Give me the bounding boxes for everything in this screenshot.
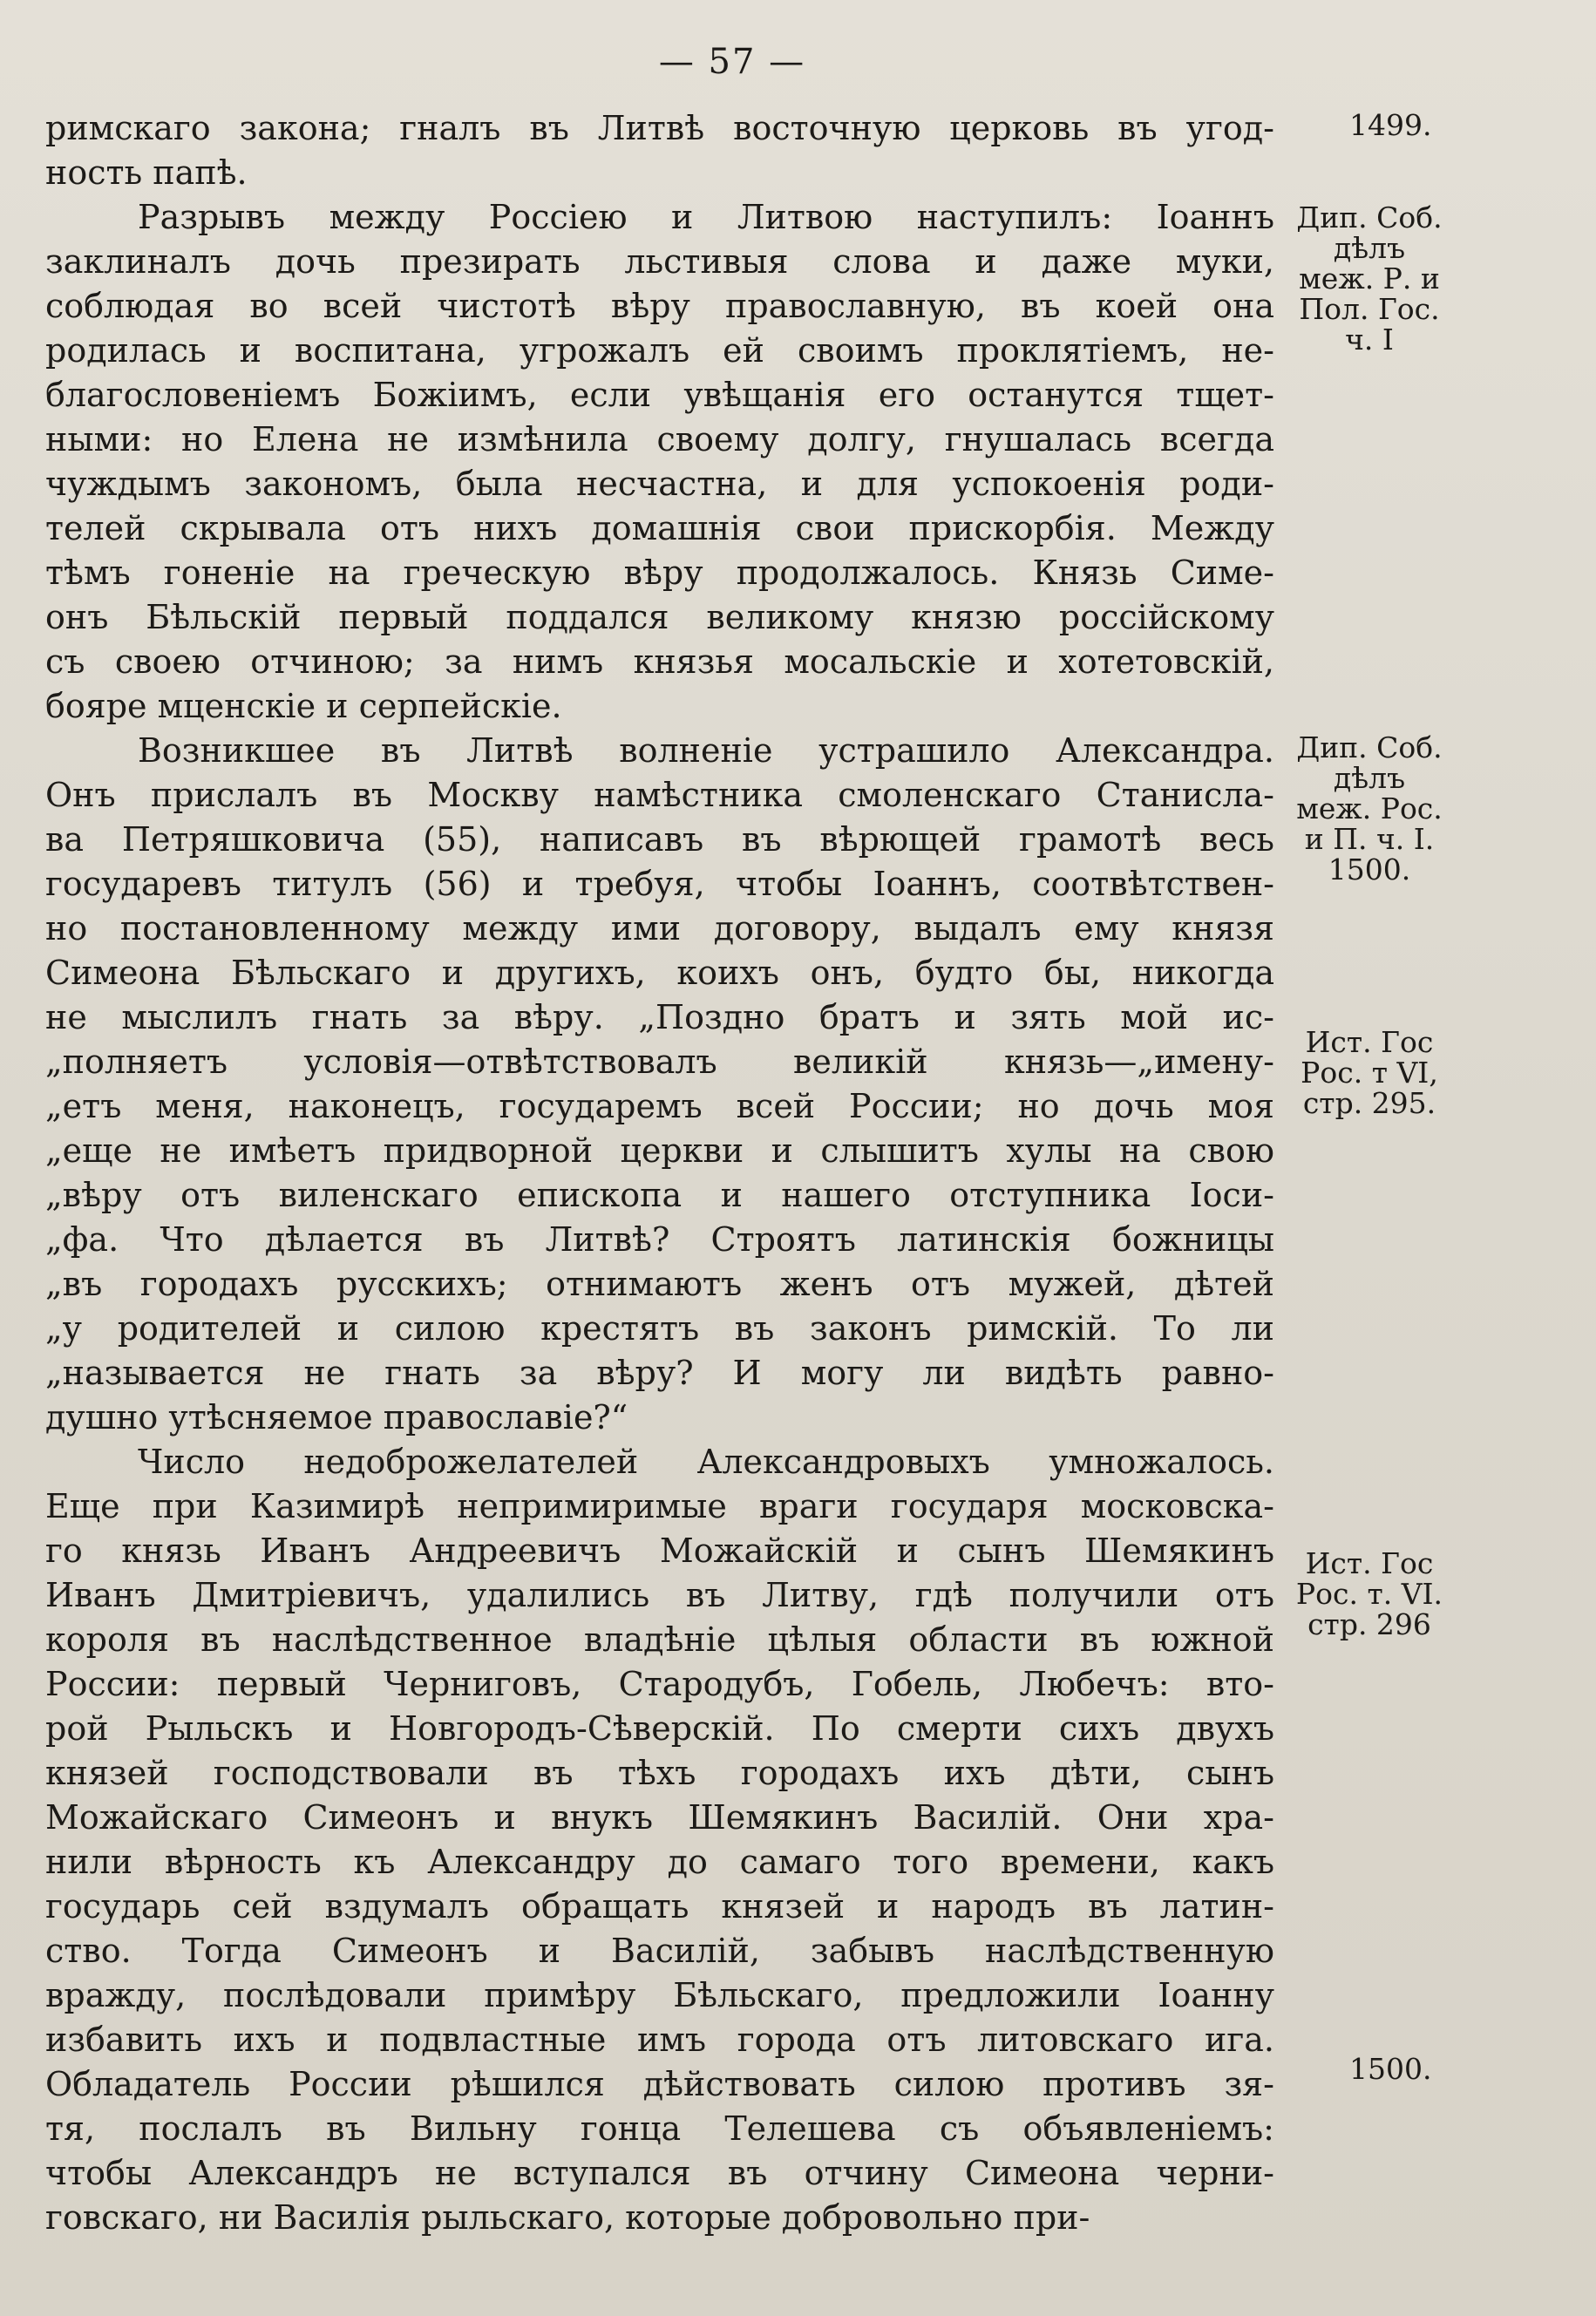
- margin-note-line: стр. 295.: [1302, 1086, 1436, 1120]
- main-text-column: [45, 106, 1274, 2240]
- text-line: телей скрывала отъ нихъ домашнія свои прискорбія. Между: [45, 509, 1274, 547]
- text-line: чтобы Александръ не вступался въ отчину Симеона черни-: [45, 2154, 1274, 2192]
- text-line: России: первый Черниговъ, Стародубъ, Гобель, Любечъ: вто-: [45, 1665, 1274, 1703]
- text-line: заклиналъ дочь презирать льстивыя слова и даже муки,: [45, 242, 1274, 281]
- text-line: „полняетъ условія—отвѣтствовалъ великій князь—„имену-: [45, 1043, 1274, 1081]
- text-line: вражду, послѣдовали примѣру Бѣльскаго, предложили Іоанну: [45, 1976, 1274, 2014]
- text-line: государь сей вздумалъ обращать князей и народъ въ латин-: [45, 1887, 1274, 1925]
- margin-note-line: дѣлъ: [1333, 231, 1406, 265]
- margin-note-line: ч. I: [1345, 323, 1394, 357]
- text-line: избавить ихъ и подвластные имъ города отъ литовскаго ига.: [45, 2021, 1274, 2059]
- text-line: „называется не гнать за вѣру? И могу ли видѣть равно-: [45, 1354, 1274, 1392]
- text-line: Иванъ Дмитріевичъ, удалились въ Литву, гдѣ получили отъ: [45, 1576, 1274, 1614]
- text-line: Можайскаго Симеонъ и внукъ Шемякинъ Василій. Они хра-: [45, 1798, 1274, 1837]
- margin-note-line: стр. 296: [1307, 1607, 1431, 1641]
- margin-note-line: дѣлъ: [1333, 761, 1406, 795]
- text-line: римскаго закона; гналъ въ Литвѣ восточную церковь въ угод-: [45, 109, 1274, 147]
- margin-note-line: Дип. Соб.: [1296, 730, 1443, 764]
- text-line: „етъ меня, наконецъ, государемъ всей России; но дочь моя: [45, 1087, 1274, 1125]
- text-line: Обладатель России рѣшился дѣйствовать силою противъ зя-: [45, 2065, 1274, 2103]
- margin-year-1500: 1500.: [1349, 2052, 1432, 2086]
- margin-note-line: Пол. Гос.: [1299, 292, 1440, 326]
- text-line: Симеона Бѣльскаго и другихъ, коихъ онъ, будто бы, никогда: [45, 954, 1274, 992]
- text-line: родилась и воспитана, угрожалъ ей своимъ проклятіемъ, не-: [45, 331, 1274, 370]
- text-line: ство. Тогда Симеонъ и Василій, забывъ наслѣдственную: [45, 1932, 1274, 1970]
- margin-year-1499: 1499.: [1349, 108, 1432, 142]
- text-line: „въ городахъ русскихъ; отнимаютъ женъ отъ мужей, дѣтей: [45, 1265, 1274, 1303]
- text-line: говскаго, ни Василія рыльскаго, которые добровольно при-: [45, 2198, 1090, 2237]
- text-line: но постановленному между ими договору, выдалъ ему князя: [45, 909, 1274, 947]
- margin-note-dip-sob-1: [1278, 202, 1461, 355]
- margin-note-line: Рос. т VI,: [1301, 1056, 1438, 1090]
- text-line: „вѣру отъ виленскаго епископа и нашего отступника Іоси-: [45, 1176, 1274, 1214]
- text-line: чуждымъ закономъ, была несчастна, и для успокоенія роди-: [45, 465, 1274, 503]
- text-line: душно утѣсняемое православіе?“: [45, 1398, 628, 1436]
- text-line: нили вѣрность къ Александру до самаго того времени, какъ: [45, 1843, 1274, 1881]
- margin-note-line: и П. ч. I.: [1304, 822, 1435, 856]
- text-line: не мыслилъ гнать за вѣру. „Поздно братъ и зять мой ис-: [45, 998, 1274, 1036]
- text-line: го князь Иванъ Андреевичъ Можайскій и сынъ Шемякинъ: [45, 1532, 1274, 1570]
- text-line: Разрывъ между Россіею и Литвою наступилъ: Іоаннъ: [138, 198, 1274, 236]
- margin-note-line: Ист. Гос: [1305, 1546, 1434, 1580]
- text-line: Возникшее въ Литвѣ волненіе устрашило Александра.: [138, 731, 1274, 770]
- text-line: Число недоброжелателей Александровыхъ умножалось.: [138, 1443, 1274, 1481]
- margin-note-line: Дип. Соб.: [1296, 200, 1443, 234]
- text-line: тѣмъ гоненіе на греческую вѣру продолжалось. Князь Симе-: [45, 554, 1274, 592]
- margin-note-line: Ист. Гос: [1305, 1025, 1434, 1059]
- text-line: онъ Бѣльскій первый поддался великому князю россійскому: [45, 598, 1274, 636]
- margin-note-line: меж. Рос.: [1296, 791, 1443, 825]
- text-line: „фа. Что дѣлается въ Литвѣ? Строятъ латинскія божницы: [45, 1220, 1274, 1259]
- text-line: бояре мценскіе и серпейскіе.: [45, 687, 562, 725]
- margin-note-ist-gos-1: [1278, 1027, 1461, 1118]
- text-line: тя, послалъ въ Вильну гонца Телешева съ объявленіемъ:: [45, 2109, 1274, 2148]
- margin-note-ist-gos-2: [1278, 1548, 1461, 1640]
- text-line: ность папѣ.: [45, 153, 248, 192]
- margin-note-line: 1500.: [1328, 852, 1411, 886]
- page-number: — 57 —: [658, 42, 806, 82]
- text-line: „еще не имѣетъ придворной церкви и слышитъ хулы на свою: [45, 1131, 1274, 1170]
- text-line: государевъ титулъ (56) и требуя, чтобы Іоаннъ, соотвѣтствен-: [45, 865, 1274, 903]
- text-line: князей господствовали въ тѣхъ городахъ ихъ дѣти, сынъ: [45, 1754, 1274, 1792]
- text-line: рой Рыльскъ и Новгородъ-Сѣверскій. По смерти сихъ двухъ: [45, 1709, 1274, 1748]
- text-line: соблюдая во всей чистотѣ вѣру православную, въ коей она: [45, 287, 1274, 325]
- text-line: Еще при Казимирѣ непримиримые враги государя московска-: [45, 1487, 1274, 1525]
- text-line: благословеніемъ Божіимъ, если увѣщанія его останутся тщет-: [45, 376, 1274, 414]
- text-line: „у родителей и силою крестятъ въ законъ римскій. То ли: [45, 1309, 1274, 1348]
- text-line: съ своею отчиною; за нимъ князья мосальскіе и хотетовскій,: [45, 642, 1274, 681]
- margin-note-line: меж. Р. и: [1299, 261, 1440, 295]
- text-line: Онъ прислалъ въ Москву намѣстника смоленскаго Станисла-: [45, 776, 1274, 814]
- text-line: ва Петряшковича (55), написавъ въ вѣрющей грамотѣ весь: [45, 820, 1274, 859]
- margin-note-line: Рос. т. VI.: [1295, 1577, 1443, 1611]
- text-line: короля въ наслѣдственное владѣніе цѣлыя области въ южной: [45, 1620, 1274, 1659]
- margin-note-dip-sob-2: [1278, 732, 1461, 885]
- text-line: ными: но Елена не измѣнила своему долгу, гнушалась всегда: [45, 420, 1274, 458]
